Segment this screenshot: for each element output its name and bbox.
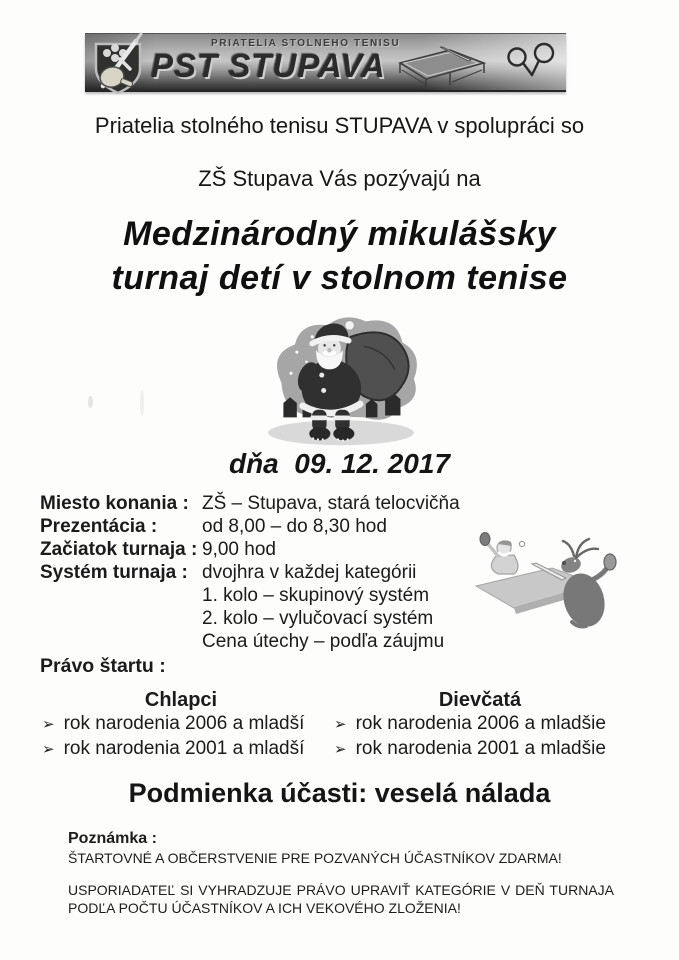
girls-column-title: Dievčatá: [438, 689, 522, 711]
table-tennis-table-icon: [388, 44, 488, 92]
tournament-details: [40, 492, 679, 653]
santa-illustration: [249, 308, 431, 450]
note-category-adjustment: USPORIADATEĽ SI VYHRADZUJE PRÁVO UPRAVIŤ KATEGÓRIE V DEŇ TURNAJA PODĽA POČTU ÚČASTNÍKOV A ICH VEKOVÉHO ZLOŽENIA!: [68, 882, 614, 916]
tournament-title-line-1: Medzinárodný mikulášsky: [123, 215, 556, 253]
tournament-title-line-2: turnaj detí v stolnom tenise: [111, 259, 568, 297]
boys-column: [42, 688, 320, 762]
eligibility-heading: Právo štartu :: [40, 655, 166, 677]
club-crest-icon: [89, 32, 147, 96]
scan-artifact: [88, 396, 93, 408]
eligibility-item-text: rok narodenia 2006 a mladší: [63, 713, 305, 734]
detail-label: Začiatok turnaja :: [40, 539, 198, 560]
note-free-entry: ŠTARTOVNÉ A OBČERSTVENIE PRE POZVANÝCH ÚČASTNÍKOV ZDARMA!: [68, 850, 562, 866]
santa-reindeer-match-illustration: [468, 522, 632, 634]
arrow-bullet-icon: ➢: [42, 741, 55, 758]
notes-section: [68, 829, 624, 917]
club-name: PST STUPAVA: [151, 47, 386, 84]
boys-column-title: Chlapci: [144, 689, 218, 711]
detail-value: od 8,00 – do 8,30 hod: [202, 516, 387, 537]
club-banner: [85, 33, 566, 92]
detail-value: ZŠ – Stupava, stará telocvičňa: [202, 493, 460, 514]
eligibility-columns: [0, 688, 679, 762]
tournament-title: [0, 212, 679, 300]
detail-row-venue: [40, 492, 679, 515]
detail-label: Miesto konania :: [40, 493, 189, 514]
girls-column: [334, 688, 626, 762]
eligibility-item-text: rok narodenia 2001 a mladší: [63, 738, 305, 759]
arrow-bullet-icon: ➢: [334, 716, 347, 733]
detail-value: dvojhra v každej kategórii: [202, 562, 417, 583]
scan-artifact: [140, 390, 144, 416]
detail-label: Prezentácia :: [40, 516, 158, 537]
notes-heading: Poznámka :: [68, 830, 157, 847]
crossed-paddles-icon: [505, 42, 557, 88]
participation-condition: Podmienka účasti: veselá nálada: [128, 778, 551, 808]
detail-system-round-1: 1. kolo – skupinový systém: [202, 585, 430, 606]
arrow-bullet-icon: ➢: [42, 716, 55, 733]
detail-consolation-prize: Cena útechy – podľa záujmu: [202, 631, 445, 652]
eligibility-item-text: rok narodenia 2006 a mladšie: [355, 713, 606, 734]
detail-label: Systém turnaja :: [40, 562, 188, 583]
organizer-line: Priatelia stolného tenisu STUPAVA v spolupráci so: [94, 113, 585, 138]
girls-item-1: [334, 712, 626, 737]
event-date: dňa 09. 12. 2017: [228, 448, 451, 479]
invitation-line: ZŠ Stupava Vás pozývajú na: [198, 166, 481, 191]
detail-system-round-2: 2. kolo – vylučovací systém: [202, 608, 434, 629]
club-tagline: PRIATELIA STOLNEHO TENISU: [211, 38, 401, 49]
boys-item-1: [42, 712, 320, 737]
boys-item-2: [42, 737, 320, 762]
girls-item-2: [334, 737, 626, 762]
santa-illustration-wrap: [0, 308, 679, 450]
eligibility-item-text: rok narodenia 2001 a mladšie: [355, 738, 606, 759]
detail-value: 9,00 hod: [202, 539, 276, 560]
arrow-bullet-icon: ➢: [334, 741, 347, 758]
